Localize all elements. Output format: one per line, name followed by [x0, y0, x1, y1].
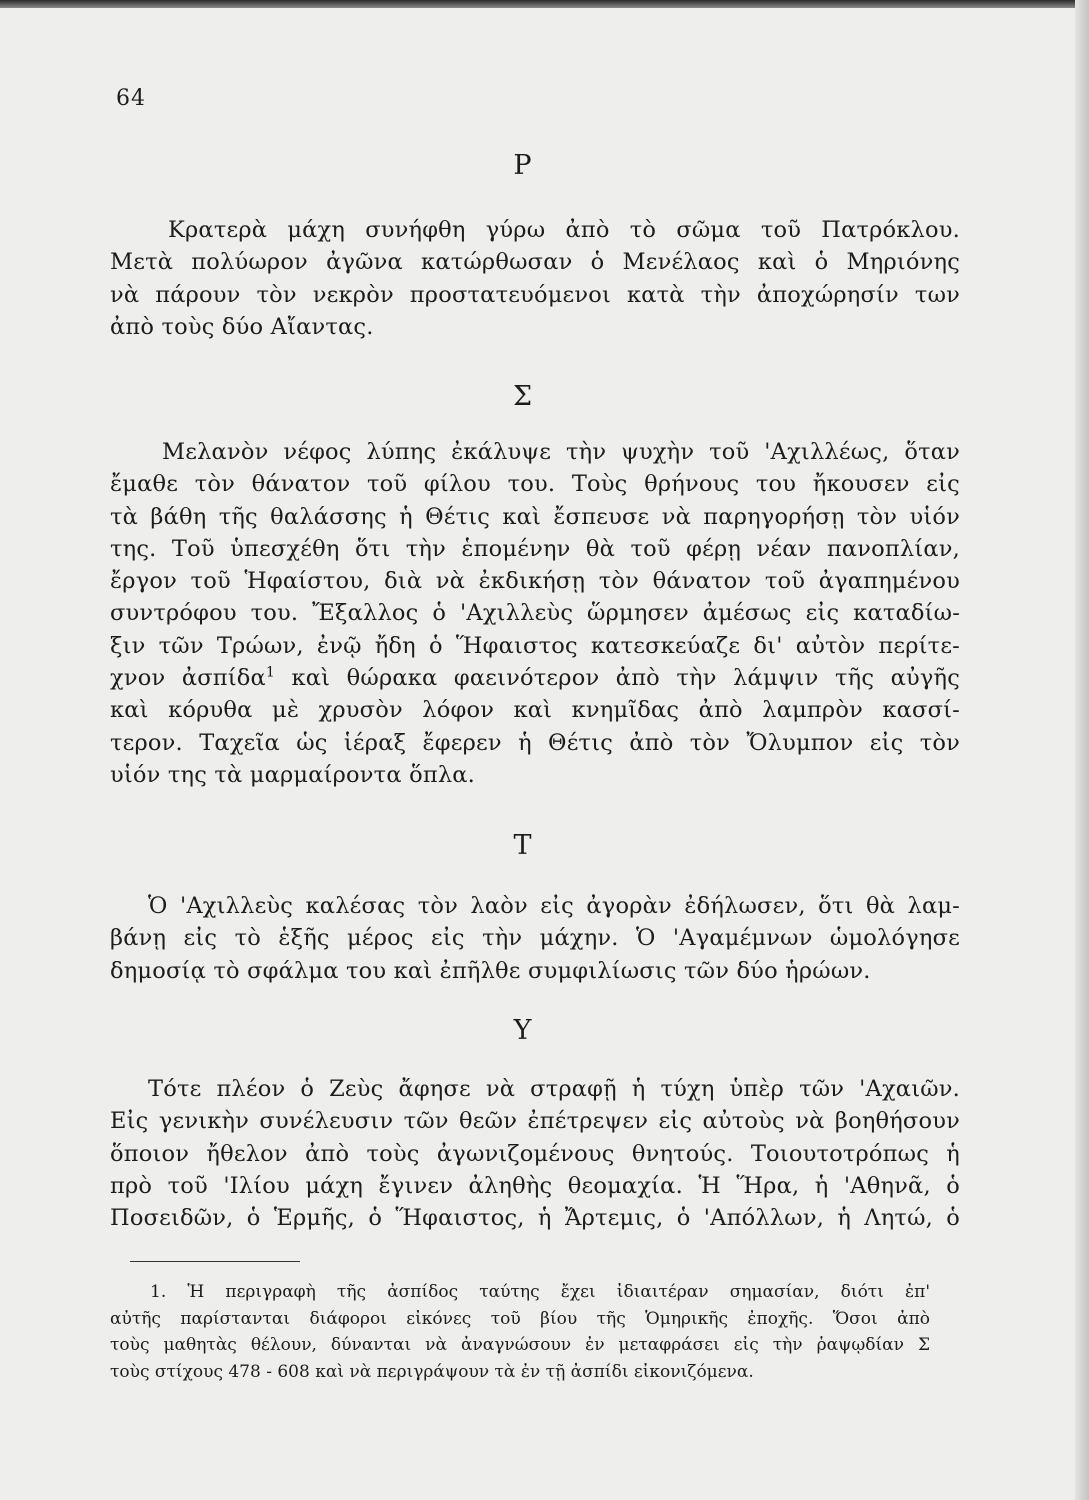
page-number: 64 [116, 86, 146, 111]
footnote-divider [130, 1261, 300, 1262]
section-heading-rho: Ρ [513, 150, 532, 181]
scan-right-edge [1075, 0, 1089, 1500]
text-line: ἔμαθε τὸν θάνατον τοῦ φίλου του. Τοὺς θρήνους του ἤκουσεν εἰς [110, 471, 960, 498]
section-sigma-paragraph [110, 436, 960, 791]
text-line: ἔργον τοῦ Ἡφαίστου, διὰ νὰ ἐκδικήσῃ τὸν θάνατον τοῦ ἀγαπημένου [110, 568, 960, 595]
section-rho-paragraph [110, 214, 960, 343]
scan-top-edge [0, 0, 1089, 8]
section-heading-sigma: Σ [512, 381, 533, 412]
text-line: ἀπὸ τοὺς δύο Αἴαντας. [110, 313, 374, 340]
text-fragment: καὶ θώρακα φαεινότερον ἀπὸ τὴν λάμψιν τῆς αὐγῆς [291, 665, 960, 692]
text-line: τὰ βάθη τῆς θαλάσσης ἡ Θέτις καὶ ἔσπευσε νὰ παρηγορήσῃ τὸν υἱόν [110, 503, 960, 530]
section-heading-tau: Τ [513, 830, 532, 861]
section-tau-paragraph [110, 890, 960, 987]
text-line: βάνῃ εἰς τὸ ἑξῆς μέρος εἰς τὴν μάχην. Ὁ 'Αγαμέμνων ὡμολόγησε [110, 925, 960, 952]
footnote-marker: 1 [265, 664, 276, 681]
text-line: Κρατερὰ μάχη συνήφθη γύρω ἀπὸ τὸ σῶμα τοῦ Πατρόκλου. [168, 217, 960, 243]
section-upsilon-paragraph [110, 1073, 960, 1234]
text-line: τερον. Ταχεῖα ὡς ἱέραξ ἔφερεν ἡ Θέτις ἀπὸ τὸν Ὄλυμπον εἰς τὸν [110, 729, 960, 756]
section-heading-upsilon: Υ [513, 1015, 532, 1046]
text-line: ξιν τῶν Τρώων, ἐνῷ ἤδη ὁ Ἥφαιστος κατεσκεύαζε δι' αὐτὸν περίτε- [110, 632, 960, 659]
text-line: δημοσίᾳ τὸ σφάλμα του καὶ ἐπῆλθε συμφιλίωσις τῶν δύο ἡρώων. [110, 957, 871, 984]
footnote [110, 1279, 930, 1385]
text-line: υἱόν της τὰ μαρμαίροντα ὅπλα. [110, 761, 476, 788]
footnote-line: τοὺς στίχους 478 - 608 καὶ νὰ περιγράψουν τὰ ἐν τῇ ἀσπίδι εἰκονιζόμενα. [110, 1361, 754, 1382]
text-line: καὶ κόρυθα μὲ χρυσὸν λόφον καὶ κνημῖδας ἀπὸ λαμπρὸν κασσί- [110, 697, 960, 724]
footnote-line: τοὺς μαθητὰς θέλουν, δύνανται νὰ ἀναγνώσουν ἐν μεταφράσει εἰς τὴν ῥαψῳδίαν Σ [110, 1335, 930, 1355]
text-line: νὰ πάρουν τὸν νεκρὸν προστατευόμενοι κατὰ τὴν ἀποχώρησίν των [110, 281, 960, 308]
text-line: Τότε πλέον ὁ Ζεὺς ἄφησε νὰ στραφῇ ἡ τύχη ὑπὲρ τῶν 'Αχαιῶν. [148, 1076, 960, 1102]
text-line: της. Τοῦ ὑπεσχέθη ὅτι τὴν ἑπομένην θὰ τοῦ φέρῃ νέαν πανοπλίαν, [110, 535, 960, 562]
text-line: ὅποιον ἤθελον ἀπὸ τοὺς ἀγωνιζομένους θνητούς. Τοιουτοτρόπως ἡ [110, 1140, 960, 1167]
text-line: Μελανὸν νέφος λύπης ἐκάλυψε τὴν ψυχὴν τοῦ 'Αχιλλέως, ὅταν [162, 439, 960, 465]
footnote-line: 1. Ἡ περιγραφὴ τῆς ἀσπίδος ταύτης ἔχει ἰδιαιτέραν σημασίαν, διότι ἐπ' [150, 1282, 930, 1302]
text-line: Ποσειδῶν, ὁ Ἑρμῆς, ὁ Ἥφαιστος, ἡ Ἄρτεμις, ὁ 'Απόλλων, ἡ Λητώ, ὁ [110, 1205, 960, 1232]
text-line: Μετὰ πολύωρον ἀγῶνα κατώρθωσαν ὁ Μενέλαος καὶ ὁ Μηριόνης [110, 249, 960, 276]
text-line: συντρόφου του. Ἔξαλλος ὁ 'Αχιλλεὺς ὥρμησεν ἀμέσως εἰς καταδίω- [110, 600, 960, 627]
text-line: πρὸ τοῦ 'Ιλίου μάχη ἔγινεν ἀληθὴς θεομαχία. Ἡ Ἥρα, ἡ 'Αθηνᾶ, ὁ [110, 1172, 960, 1199]
text-line-with-footnote-ref [110, 662, 960, 694]
text-line: Ὁ 'Αχιλλεὺς καλέσας τὸν λαὸν εἰς ἀγορὰν ἐδήλωσεν, ὅτι θὰ λαμ- [148, 893, 960, 919]
text-line: Εἰς γενικὴν συνέλευσιν τῶν θεῶν ἐπέτρεψεν εἰς αὐτοὺς νὰ βοηθήσουν [110, 1108, 960, 1135]
footnote-line: αὐτῆς παρίστανται διάφοροι εἰκόνες τοῦ βίου τῆς Ὁμηρικῆς ἐποχῆς. Ὅσοι ἀπὸ [110, 1308, 930, 1329]
text-fragment: χνον ἀσπίδα [110, 665, 266, 692]
